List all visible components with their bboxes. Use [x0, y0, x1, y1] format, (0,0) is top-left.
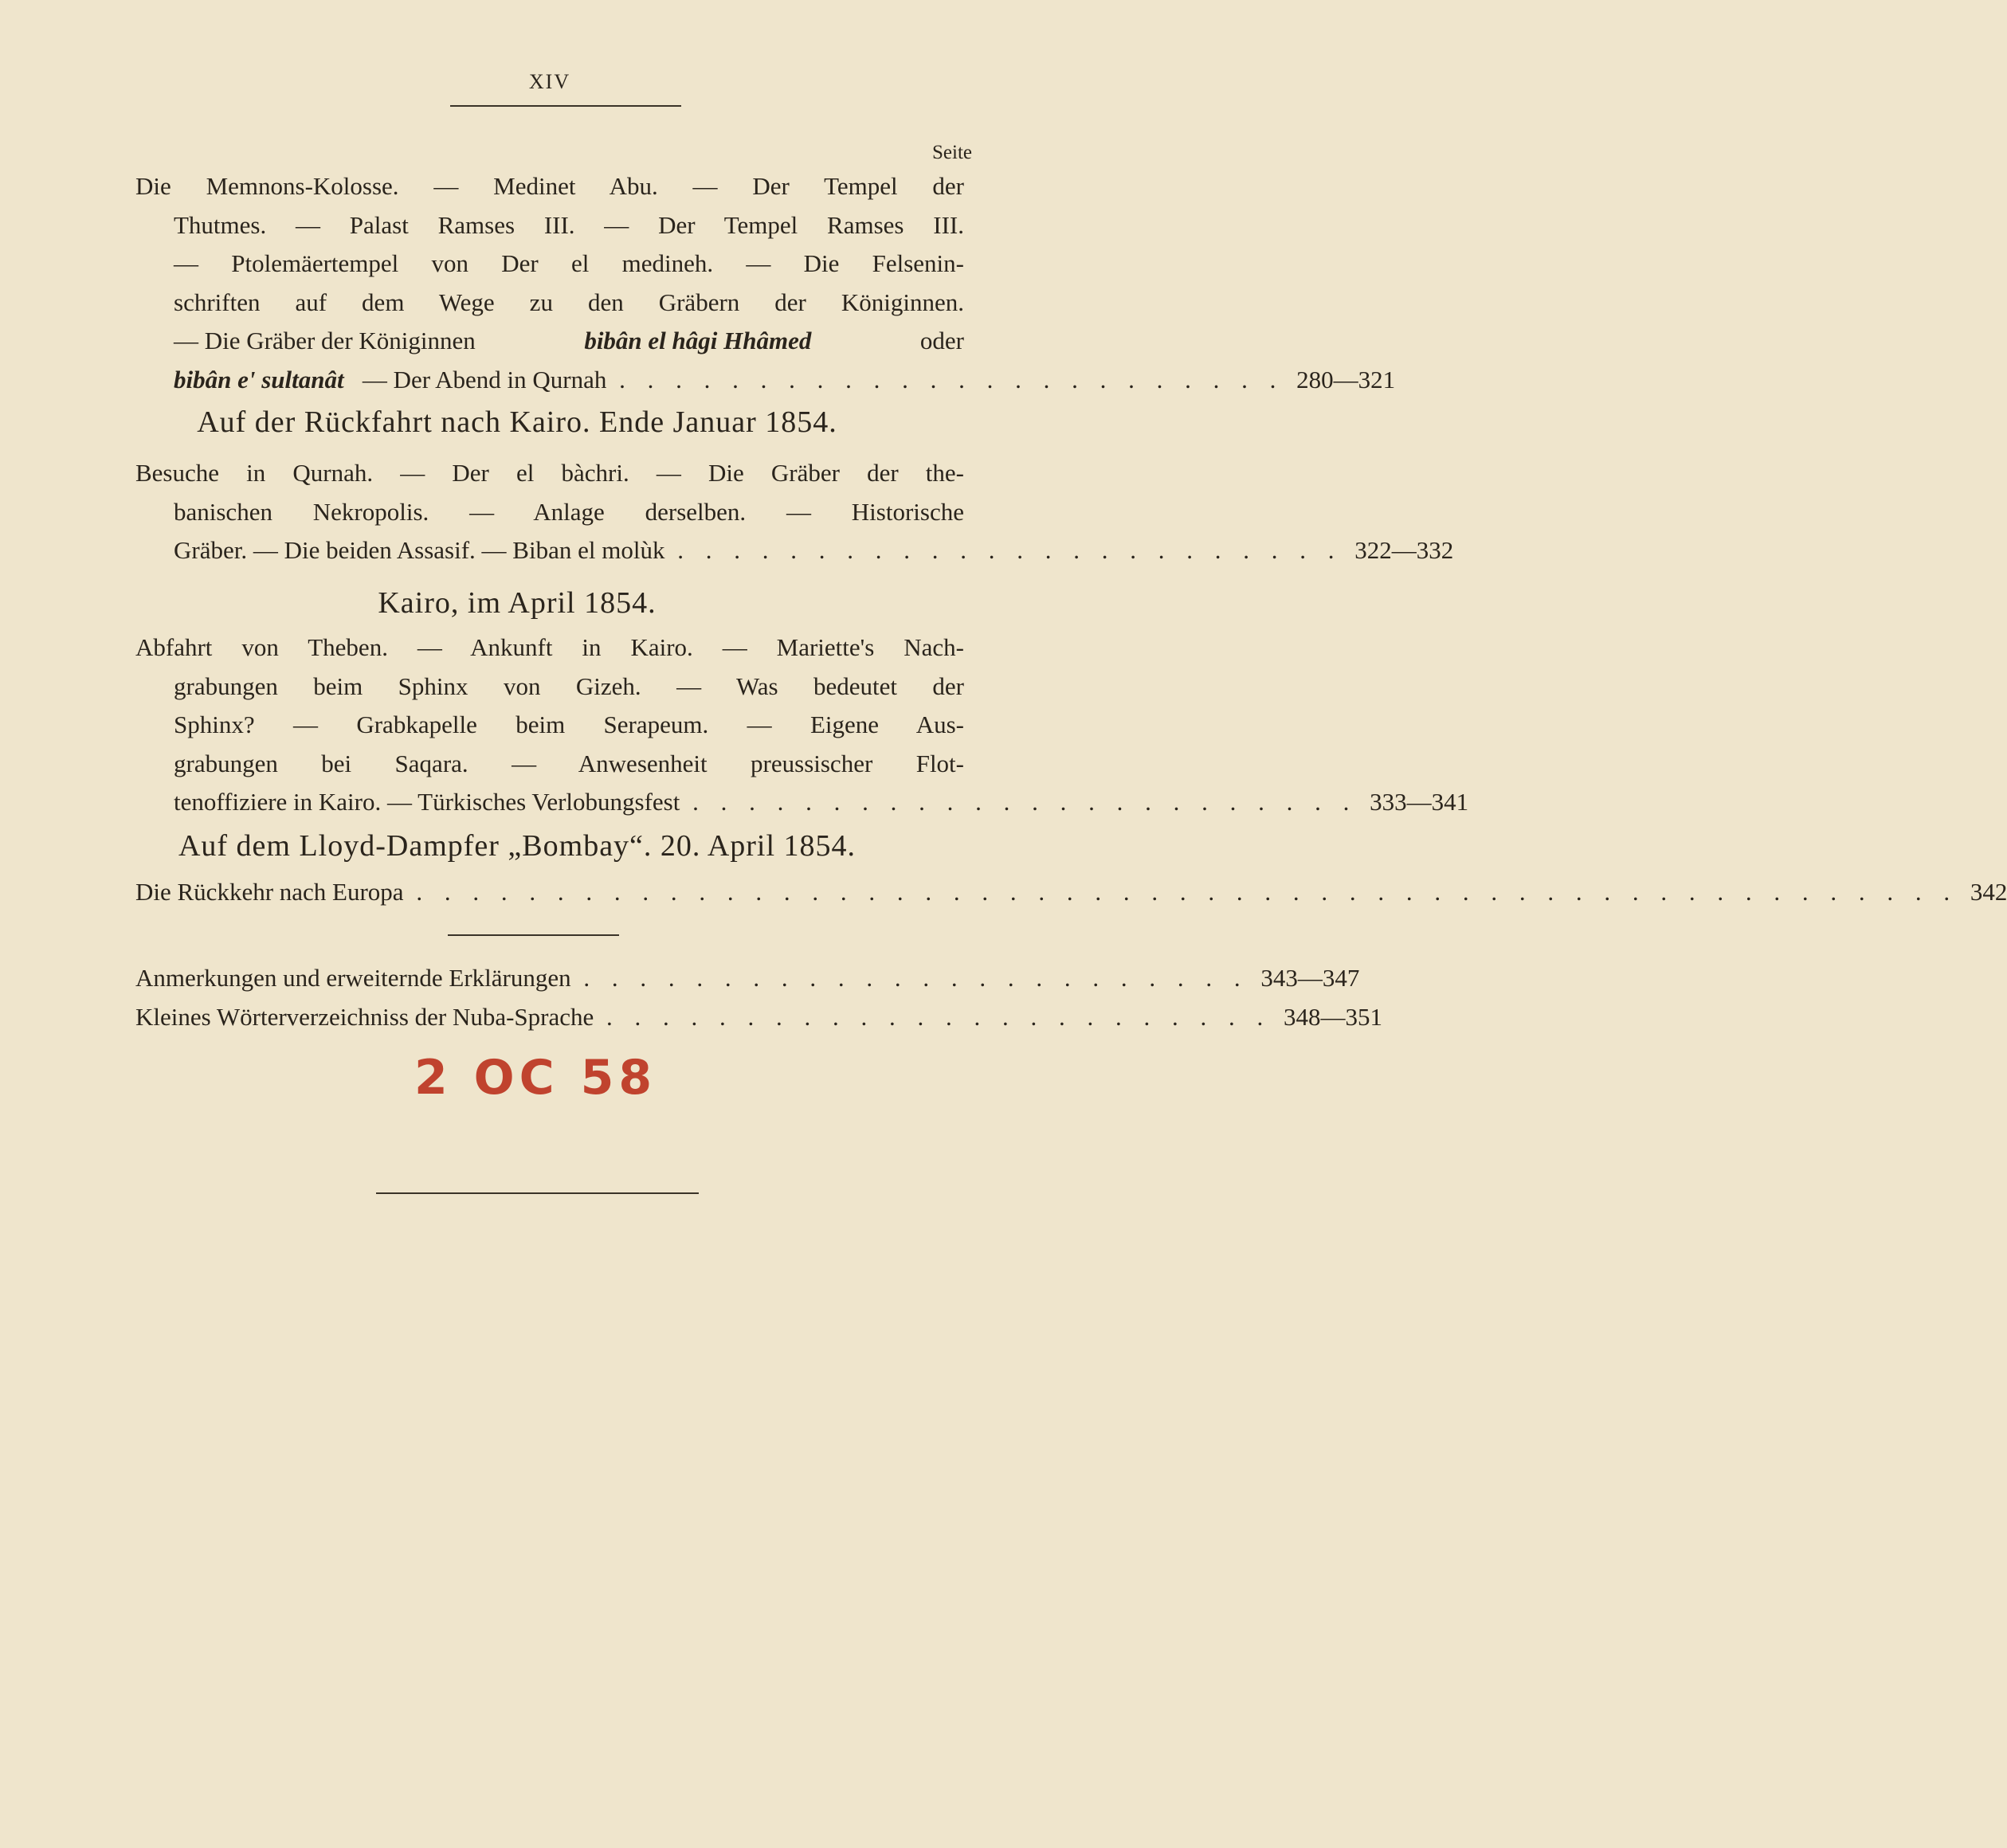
entry-text: — Der Abend in Qurnah: [362, 365, 607, 393]
seite-label: Seite: [932, 142, 972, 163]
section-heading: Kairo, im April 1854.: [378, 586, 657, 620]
toc-entry-lloyd: [135, 873, 2007, 912]
entry-text: Kleines Wörterverzeichniss der Nuba-Sprache: [135, 1002, 594, 1031]
entry-text: tenoffiziere in Kairo. — Türkisches Verlobungsfest: [174, 788, 680, 816]
entry-line: [174, 322, 964, 361]
leader-dots: . . . . . . . . . . . . . . . . . . . . . . . .: [619, 365, 1284, 393]
entry-text: Anmerkungen und erweiternde Erklärungen: [135, 964, 571, 992]
entry-text: — Die Gräber der Königinnen: [174, 327, 476, 354]
page-range: 348—351: [1284, 1002, 1383, 1031]
toc-entry-rueckfahrt: [135, 454, 1454, 570]
header-rule: [450, 105, 681, 107]
entry-italic: bibân e' sultanât: [174, 365, 344, 393]
section-heading: Auf dem Lloyd-Dampfer „Bombay“. 20. April 1854.: [178, 829, 857, 863]
entry-text: oder: [919, 327, 964, 354]
library-stamp: 2 OC 58: [414, 1050, 657, 1106]
toc-appendix: [135, 959, 1383, 1036]
toc-entry-kairo: [135, 628, 1469, 822]
page-range: 342: [1970, 878, 2007, 906]
entry-last-line: [174, 783, 1469, 822]
toc-entry-memnons: [135, 167, 1396, 399]
entry-line: Sphinx? — Grabkapelle beim Serapeum. — Eigene Aus-: [174, 711, 964, 738]
end-rule: [376, 1192, 699, 1194]
section-heading: Auf der Rückfahrt nach Kairo. Ende Januar 1854.: [197, 405, 837, 439]
leader-dots: . . . . . . . . . . . . . . . . . . . . . . . .: [692, 788, 1358, 816]
entry-line: Thutmes. — Palast Ramses III. — Der Tempel Ramses III.: [174, 210, 964, 239]
leader-dots: . . . . . . . . . . . . . . . . . . . . . . . .: [677, 536, 1343, 564]
entry-last-line: [174, 361, 1396, 400]
entry-line: — Ptolemäertempel von Der el medineh. — Die Felsenin-: [174, 249, 964, 277]
appendix-row: [135, 959, 1360, 998]
page-number: XIV: [528, 70, 571, 93]
entry-line: Abfahrt von Theben. — Ankunft in Kairo. — Mariette's Nach-: [135, 633, 964, 661]
page-range: 333—341: [1370, 788, 1469, 816]
page-range: 322—332: [1354, 536, 1454, 564]
leader-dots: . . . . . . . . . . . . . . . . . . . . . . . .: [583, 964, 1248, 992]
entry-text: Gräber. — Die beiden Assasif. — Biban el molùk: [174, 536, 665, 564]
leader-dots: . . . . . . . . . . . . . . . . . . . . . . . .: [606, 1002, 1272, 1031]
leader-dots: . . . . . . . . . . . . . . . . . . . . . . . . . . . . . . . . . . . . . . . . . . . . . . . . . . . . . . .: [416, 878, 1958, 906]
entry-line: grabungen bei Saqara. — Anwesenheit preussischer Flot-: [174, 749, 964, 777]
page-range: 343—347: [1260, 964, 1360, 992]
appendix-row: [135, 998, 1383, 1037]
entry-last-line: [174, 531, 1454, 570]
entry-line: schriften auf dem Wege zu den Gräbern der Königinnen.: [174, 288, 964, 316]
entry-line: banischen Nekropolis. — Anlage derselben. — Historische: [174, 497, 964, 526]
section-rule: [448, 934, 619, 936]
entry-line: Besuche in Qurnah. — Der el bàchri. — Die Gräber der the-: [135, 459, 964, 487]
page-range: 280—321: [1296, 365, 1396, 393]
entry-line: Die Memnons-Kolosse. — Medinet Abu. — Der Tempel der: [135, 172, 964, 200]
entry-line: grabungen beim Sphinx von Gizeh. — Was bedeutet der: [174, 671, 964, 700]
entry-last-line: [135, 873, 2007, 912]
entry-text: Die Rückkehr nach Europa: [135, 878, 404, 906]
entry-italic: bibân el hâgi Hhâmed: [584, 327, 812, 354]
